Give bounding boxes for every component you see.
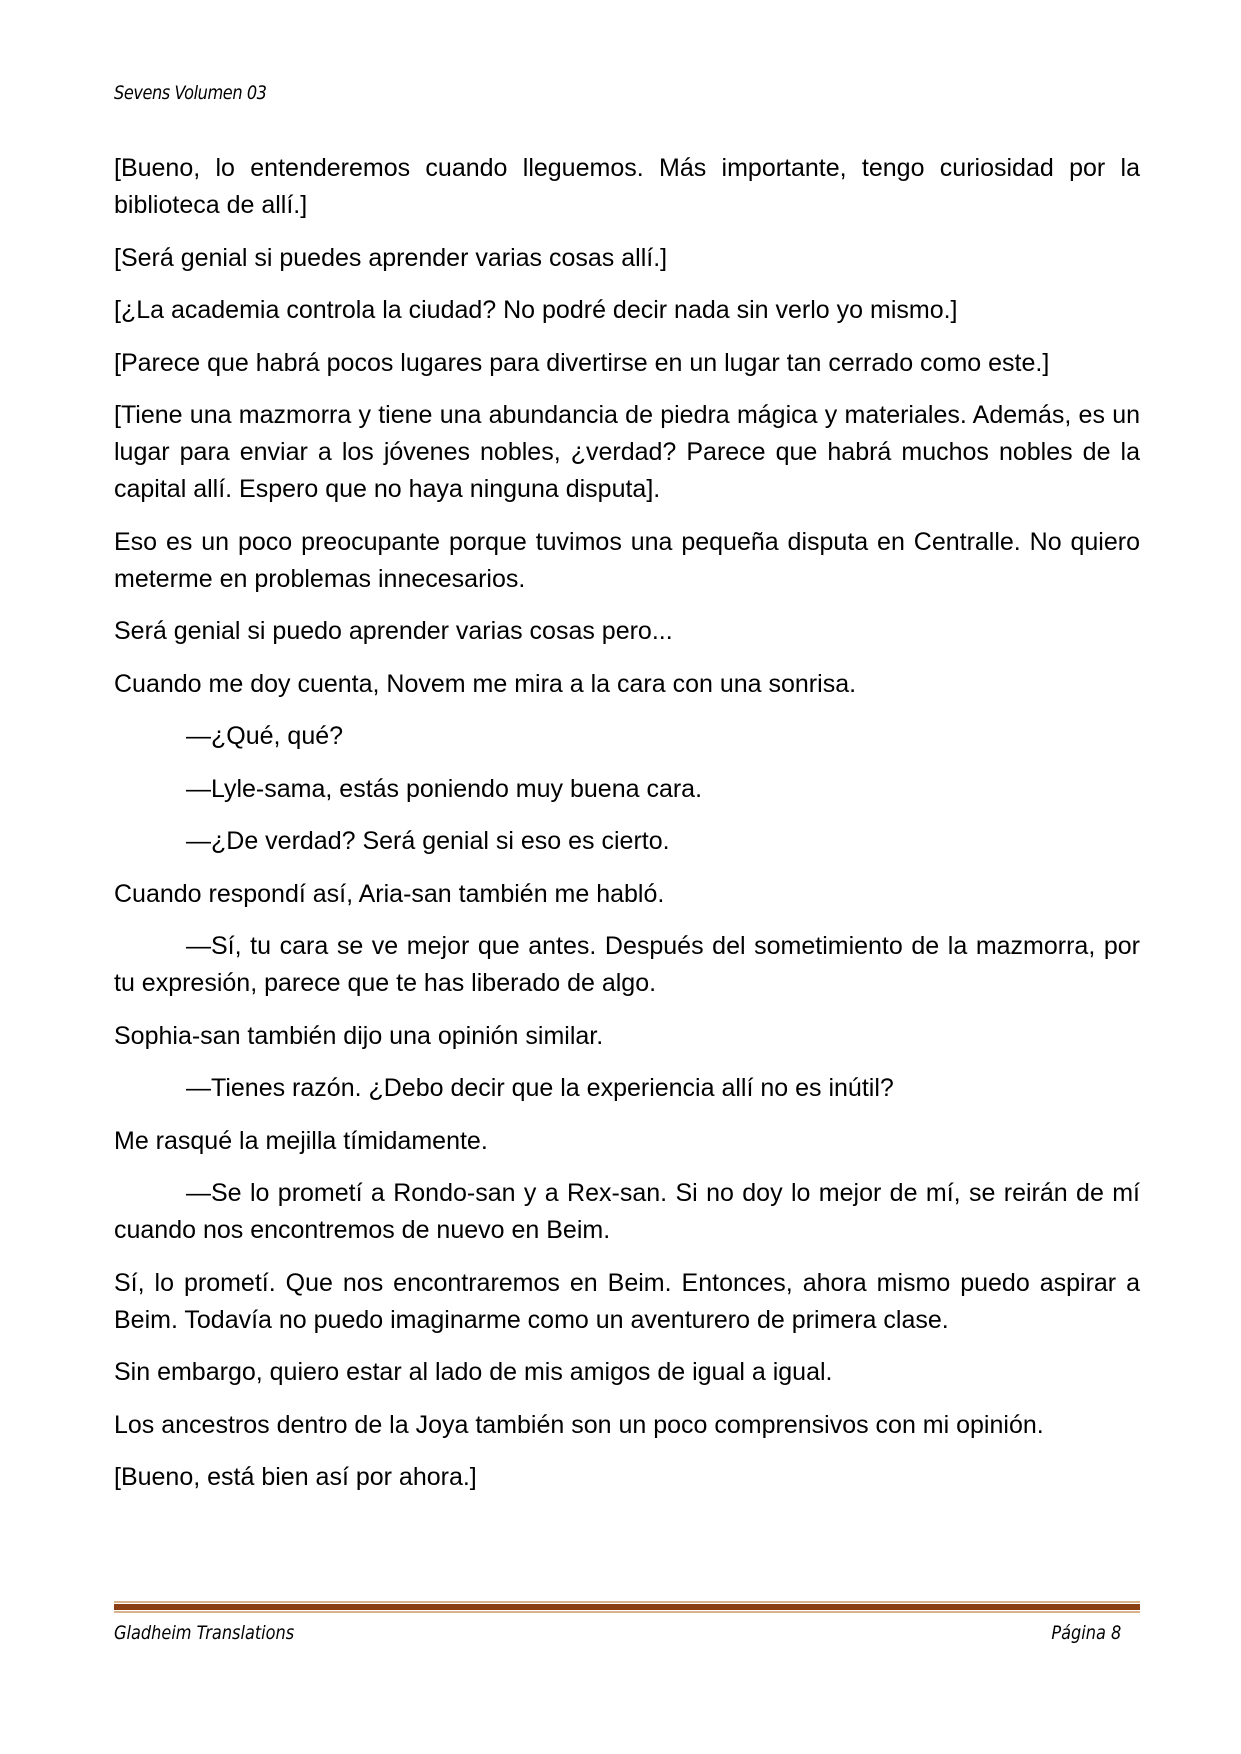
dialogue-paragraph: —Lyle-sama, estás poniendo muy buena cara.	[186, 774, 703, 803]
dialogue-paragraph: —¿De verdad? Será genial si eso es cierto.	[186, 827, 670, 855]
paragraph: Será genial si puedo aprender varias cosas pero...	[114, 617, 673, 645]
paragraph: [Parece que habrá pocos lugares para divertirse en un lugar tan cerrado como este.]	[114, 348, 1050, 377]
paragraph: Cuando me doy cuenta, Novem me mira a la cara con una sonrisa.	[114, 669, 857, 698]
dialogue-paragraph: —Se lo prometí a Rondo-san y a Rex-san. Si no doy lo mejor de mí, se reirán de mí cuando nos encontremos de nuevo en Beim.	[114, 1179, 1140, 1244]
paragraph: Los ancestros dentro de la Joya también son un poco comprensivos con mi opinión.	[114, 1410, 1044, 1439]
paragraph: Sophia-san también dijo una opinión similar.	[114, 1021, 604, 1050]
dialogue-paragraph: —¿Qué, qué?	[186, 722, 344, 750]
paragraph: Cuando respondí así, Aria-san también me habló.	[114, 879, 665, 908]
paragraph: Sin embargo, quiero estar al lado de mis amigos de igual a igual.	[114, 1358, 833, 1386]
paragraph: Eso es un poco preocupante porque tuvimos una pequeña disputa en Centralle. No quiero meterme en problemas innecesarios.	[114, 527, 1140, 593]
paragraph: [Será genial si puedes aprender varias cosas allí.]	[114, 243, 668, 272]
paragraph: Me rasqué la mejilla tímidamente.	[114, 1126, 488, 1155]
footer-divider	[114, 1601, 1140, 1613]
paragraph: [Bueno, lo entenderemos cuando lleguemos. Más importante, tengo curiosidad por la biblioteca de allí.]	[114, 154, 1140, 219]
footer-publisher: Gladheim Translations	[114, 1622, 295, 1644]
paragraph: [¿La academia controla la ciudad? No podré decir nada sin verlo yo mismo.]	[114, 296, 958, 324]
paragraph: [Tiene una mazmorra y tiene una abundancia de piedra mágica y materiales. Además, es un lugar para enviar a los jóvenes nobles, ¿verdad? Parece que habrá muchos nobles de la capital allí. Espero que no haya ninguna disputa].	[114, 401, 1140, 503]
paragraph: [Bueno, está bien así por ahora.]	[114, 1463, 477, 1491]
page-body	[114, 150, 1140, 1512]
dialogue-paragraph: —Sí, tu cara se ve mejor que antes. Después del sometimiento de la mazmorra, por tu expresión, parece que te has liberado de algo.	[114, 932, 1140, 997]
dialogue-paragraph: —Tienes razón. ¿Debo decir que la experiencia allí no es inútil?	[186, 1074, 894, 1102]
page-number: Página 8	[1051, 1622, 1121, 1644]
paragraph: Sí, lo prometí. Que nos encontraremos en Beim. Entonces, ahora mismo puedo aspirar a Beim. Todavía no puedo imaginarme como un aventurero de primera clase.	[114, 1268, 1140, 1334]
running-header: Sevens Volumen 03	[114, 82, 267, 104]
